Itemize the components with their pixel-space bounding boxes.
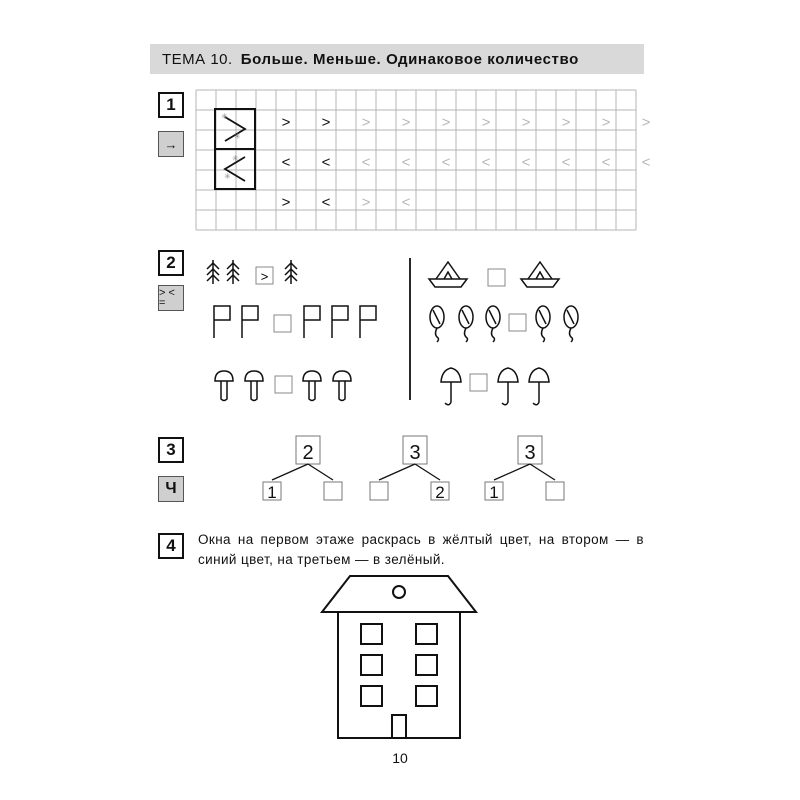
number-tree-left-box[interactable] (370, 482, 388, 500)
topic-label: ТЕМА 10. (162, 50, 233, 68)
exercise-3-label: Ч (158, 476, 184, 502)
trace-sign-r2-c6: < (481, 154, 491, 171)
window-floor2-left[interactable] (361, 655, 382, 675)
trace-sign-r1-c6: > (481, 114, 491, 131)
window-floor1-left[interactable] (361, 686, 382, 706)
number-tree (263, 436, 342, 502)
trees-icon (207, 260, 297, 284)
svg-text:✳: ✳ (232, 154, 239, 163)
exercise-1-grid (196, 90, 651, 230)
trace-sign-r1-c8: > (561, 114, 571, 131)
trace-sign-r1-c2: > (321, 114, 331, 131)
trace-sign-r1-c3: > (361, 114, 371, 131)
umbrellas-icon (441, 368, 549, 405)
window-floor2-right[interactable] (416, 655, 437, 675)
trace-sign-r2-c7: < (521, 154, 531, 171)
trace-sign-r1-c5: > (441, 114, 451, 131)
exercise-2-pictures (196, 240, 616, 415)
number-tree-right-value: 2 (435, 483, 445, 502)
exercise-1-arrow-icon: → (158, 131, 184, 157)
house-door (392, 715, 406, 738)
exercise-4-number: 4 (158, 533, 184, 559)
trace-sign-r2-c8: < (561, 154, 571, 171)
number-tree-top-value: 2 (302, 442, 314, 464)
exercise-3-number-trees (260, 430, 590, 510)
page-number: 10 (392, 750, 408, 766)
exercise-3-number: 3 (158, 437, 184, 463)
house-drawing (320, 572, 480, 742)
sample-stars-icon (221, 112, 241, 181)
trace-sign-r2-c9: < (601, 154, 611, 171)
compare-box-filled-sign: > (260, 269, 269, 284)
attic-window (393, 586, 405, 598)
trace-sign-r3-c1: > (281, 194, 291, 211)
compare-box-umbrellas[interactable] (470, 374, 487, 391)
topic-header (150, 44, 644, 74)
svg-text:✳: ✳ (221, 112, 228, 121)
trace-sign-r3-c2: < (321, 194, 331, 211)
number-tree (485, 436, 564, 502)
exercise-2-signs-label: > < = (158, 285, 184, 311)
compare-box-boats[interactable] (488, 269, 505, 286)
number-tree-left-value: 1 (489, 483, 499, 502)
topic-title: Больше. Меньше. Одинаковое количество (240, 50, 579, 68)
svg-text:✳: ✳ (234, 132, 241, 141)
number-tree-left-value: 1 (267, 483, 277, 502)
exercise-4-instruction: Окна на первом этаже раскрась в жёлтый цвет, на втором — в синий цвет, на третьем — в зелёный. (198, 532, 644, 567)
number-tree-top-value: 3 (409, 442, 421, 464)
trace-sign-r2-c4: < (401, 154, 411, 171)
trace-sign-r1-c1: > (281, 114, 291, 131)
trace-sign-r2-c10: < (641, 154, 651, 171)
window-floor3-left[interactable] (361, 624, 382, 644)
trace-sign-r1-c4: > (401, 114, 411, 131)
trace-sign-r2-c2: < (321, 154, 331, 171)
trace-sign-r1-c9: > (601, 114, 611, 131)
window-floor3-right[interactable] (416, 624, 437, 644)
exercise-2-number: 2 (158, 250, 184, 276)
trace-sign-r2-c5: < (441, 154, 451, 171)
window-floor1-right[interactable] (416, 686, 437, 706)
number-tree-right-box[interactable] (324, 482, 342, 500)
house-roof (322, 576, 476, 612)
house-walls (338, 612, 460, 738)
trace-sign-r2-c3: < (361, 154, 371, 171)
compare-box-flags[interactable] (274, 315, 291, 332)
exercise-1-number: 1 (158, 92, 184, 118)
balloons-icon (430, 306, 578, 342)
number-tree-right-box[interactable] (546, 482, 564, 500)
compare-box-balloons[interactable] (509, 314, 526, 331)
compare-box-mushrooms[interactable] (275, 376, 292, 393)
svg-text:✳: ✳ (224, 172, 231, 181)
trace-sign-r3-c3: > (361, 194, 371, 211)
trace-sign-r2-c1: < (281, 154, 291, 171)
trace-sign-r1-c10: > (641, 114, 651, 131)
flags-icon (214, 306, 376, 338)
trace-sign-r3-c4: < (401, 194, 411, 211)
number-tree-top-value: 3 (524, 442, 536, 464)
trace-sign-r1-c7: > (521, 114, 531, 131)
number-tree (370, 436, 449, 502)
